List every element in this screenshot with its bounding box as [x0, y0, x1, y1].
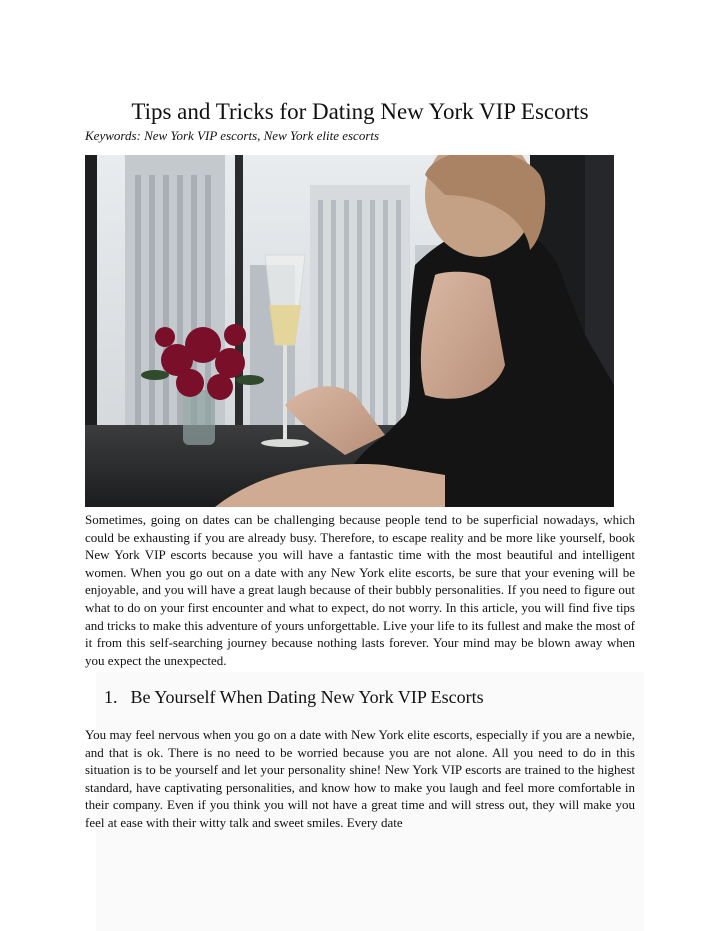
- hero-photo: [85, 155, 614, 507]
- document-title: Tips and Tricks for Dating New York VIP Escorts: [131, 99, 589, 124]
- intro-paragraph: Sometimes, going on dates can be challenging because people tend to be superficial nowadays, which could be exhausting if you are already busy. Therefore, to escape reality and be more like yourself, book New York VIP escorts because you will have a fantastic time with the most beautiful and intelligent women. When you go out on a date with any New York elite escorts, be sure that your evening will be enjoyable, and you will have a great laugh because of their bubbly personalities. If you need to figure out what to do on your first encounter and what to expect, do not worry. In this article, you will find five tips and tricks to make this adventure of yours unforgettable. Live your life to its fullest and make the most of it from this self-searching journey because nothing lasts forever. Your mind may be blown away when you expect the unexpected.: [85, 512, 635, 668]
- keywords-line: Keywords: New York VIP escorts, New York elite escorts: [85, 128, 380, 143]
- section-number: 1.: [104, 687, 118, 707]
- section-heading-text: Be Yourself When Dating New York VIP Escorts: [130, 687, 484, 707]
- section-1-paragraph: You may feel nervous when you go on a date with New York elite escorts, especially if you are a newbie, and that is ok. There is no need to be worried because you are not alone. All you need to do in this situation is to be yourself and let your personality shine! New York VIP escorts are trained to the highest standard, have captivating personalities, and know how to make you laugh and feel more comfortable in their company. Even if you think you will not have a great time and will stress out, they will make you feel at ease with their witty talk and sweet smiles. Every date: [85, 727, 635, 830]
- section-heading-1: [104, 686, 484, 708]
